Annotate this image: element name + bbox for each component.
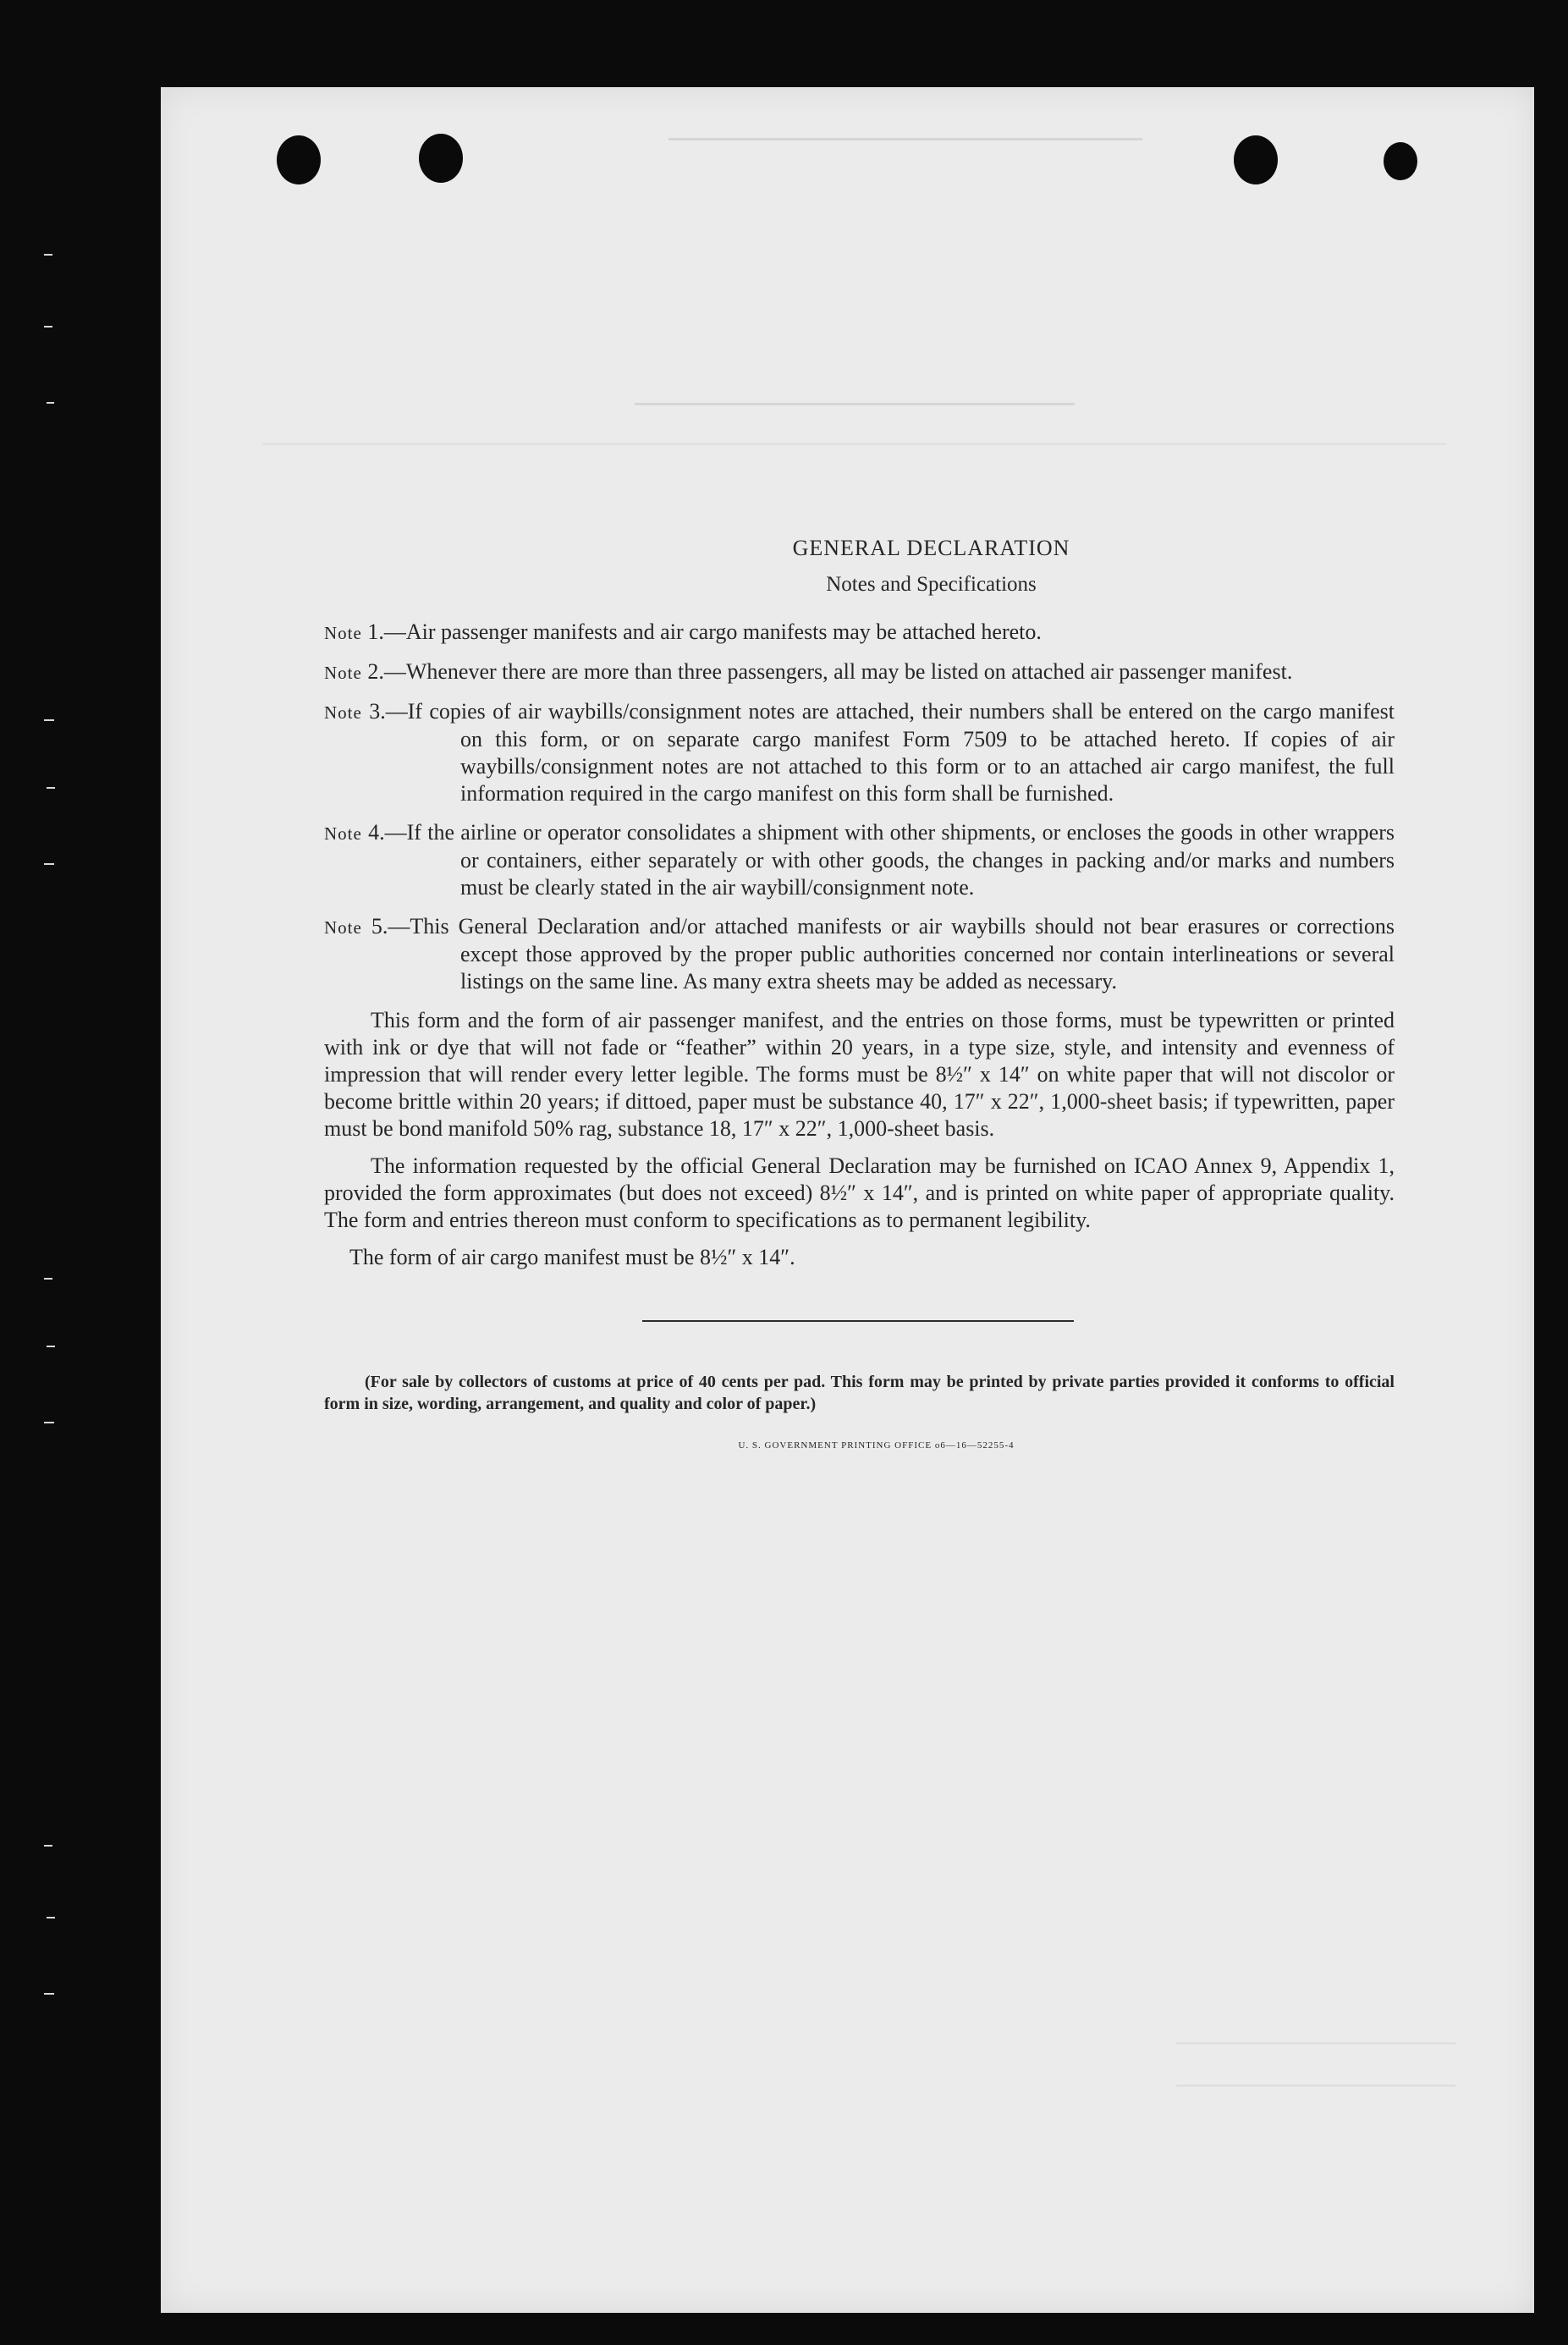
document-title: GENERAL DECLARATION — [792, 536, 1070, 560]
note-number: 1. — [367, 619, 384, 644]
film-edge-mark — [44, 254, 52, 256]
film-edge-mark — [47, 402, 54, 404]
punch-hole-center — [419, 134, 463, 183]
printer-imprint: U. S. GOVERNMENT PRINTING OFFICE o6—16—52255-4 — [738, 1440, 1015, 1450]
divider-rule — [642, 1320, 1074, 1322]
note-5 — [324, 913, 1395, 995]
note-label: Note — [324, 663, 362, 683]
document-page — [161, 87, 1534, 2313]
show-through-line — [262, 443, 1447, 445]
note-3 — [324, 698, 1395, 807]
note-2 — [324, 658, 1395, 686]
show-through-line — [1176, 2084, 1455, 2087]
show-through-line — [635, 403, 1075, 405]
note-number: 5. — [371, 914, 388, 939]
film-edge-mark — [44, 1845, 52, 1847]
film-edge-mark — [44, 719, 54, 721]
film-edge-mark — [47, 1917, 55, 1918]
punch-hole-left — [277, 135, 321, 184]
note-1 — [324, 619, 1395, 647]
film-edge-mark — [47, 1346, 55, 1347]
document-subtitle: Notes and Specifications — [826, 573, 1037, 596]
show-through-line — [1176, 2042, 1455, 2045]
note-label: Note — [324, 917, 362, 938]
film-edge-mark — [44, 1993, 54, 1995]
film-edge-mark — [44, 326, 52, 328]
icao-paragraph: The information requested by the official General Declaration may be furnished on ICAO Annex 9, Appendix 1, provided the form approximates (but does not exceed) 8½″ x 14″, and is printed on white paper of appropriate quality. The form and entries thereon must conform to specifications as to permanent legibility. — [324, 1153, 1395, 1232]
paper-spec-paragraph: This form and the form of air passenger manifest, and the entries on those forms, must be typewritten or printed with ink or dye that will not fade or “feather” within 20 years, in a type size, style, and intensity and evenness of impression that will render every letter legible. The forms must be 8½″ x 14″ on white paper that will not discolor or become brittle within 20 years; if dittoed, paper must be substance 40, 17″ x 22″, 1,000-sheet basis; if typewritten, paper must be bond manifold 50% rag, substance 18, 17″ x 22″, 1,000-sheet basis. — [324, 1008, 1395, 1141]
cargo-manifest-size-paragraph: The form of air cargo manifest must be 8½″ x 14″. — [349, 1245, 795, 1269]
film-edge-mark — [44, 1278, 52, 1280]
punch-hole-right — [1234, 135, 1278, 184]
note-text: —This General Declaration and/or attached manifests or air waybills should not bear erasures or corrections except those approved by the proper public authorities concerned nor contain interlineations or several listings on the same line. As many extra sheets may be added as necessary. — [388, 914, 1395, 994]
note-label: Note — [324, 702, 362, 723]
film-edge-mark — [44, 1422, 54, 1423]
note-text: —If copies of air waybills/consignment notes are attached, their numbers shall be entered on the cargo manifest on this form, or on separate cargo manifest Form 7509 to be attached hereto. If copies of air waybills/consignment notes are not attached to this form or to an attached air cargo manifest, the full information required in the cargo manifest on this form shall be furnished. — [385, 699, 1395, 806]
declaration-text-block — [324, 536, 1395, 1450]
note-4 — [324, 819, 1395, 901]
note-text: —Whenever there are more than three passengers, all may be listed on attached air passenger manifest. — [383, 659, 1293, 684]
punch-hole-torn — [1384, 142, 1417, 180]
film-edge-mark — [47, 787, 55, 789]
show-through-line — [668, 138, 1142, 140]
note-label: Note — [324, 823, 362, 844]
sale-note: (For sale by collectors of customs at price of 40 cents per pad. This form may be printed by private parties provided it conforms to official form in size, wording, arrangement, and quality and color of paper.) — [324, 1373, 1395, 1413]
note-text: —If the airline or operator consolidates a shipment with other shipments, or encloses the goods in other wrappers or containers, either separately or with other goods, the changes in packing and/or marks and numbers must be clearly stated in the air waybill/consignment note. — [384, 820, 1395, 900]
note-label: Note — [324, 623, 362, 643]
note-number: 4. — [368, 820, 385, 845]
note-number: 2. — [367, 659, 384, 684]
note-text: —Air passenger manifests and air cargo manifests may be attached hereto. — [383, 619, 1042, 644]
film-edge-mark — [44, 863, 54, 865]
note-number: 3. — [369, 699, 386, 724]
